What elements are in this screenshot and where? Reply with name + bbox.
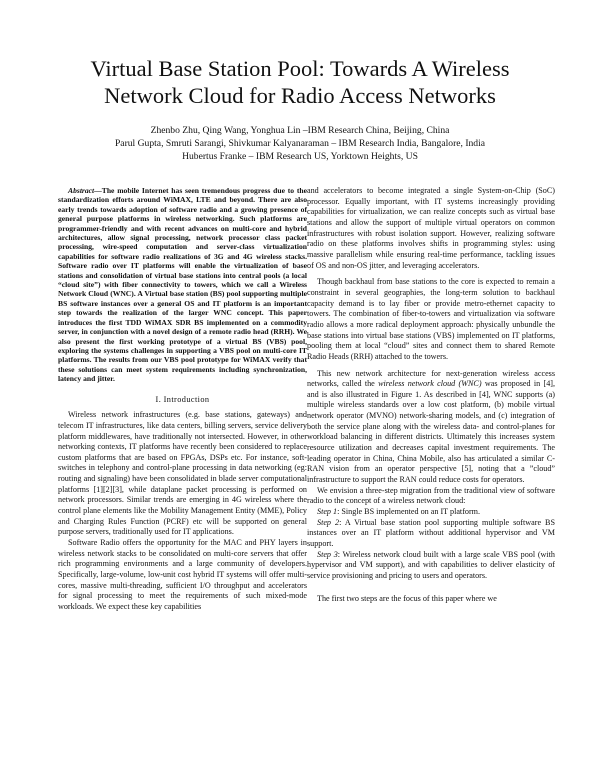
author-line-2: Parul Gupta, Smruti Sarangi, Shivkumar Kalyanaraman – IBM Research India, Bangalore, India [114,138,486,149]
intro-paragraph-1: Wireless network infrastructures (e.g. base stations, gateways) and telecom IT infrastructures, like data centers, billing servers, service delivery platform middlewares, have traditionally not intersected. However, in other networking contexts, IT platforms have recently been considered to replace custom platforms that are based on FPGAs, DSPs etc. For instance, soft-switches in telephony and control-plane processing in data networking (eg: routing and signaling) have been consolidated in blade server computational platforms [1][2][3], while dataplane packet processing is performed on network processors. Similar trends are emerging in 4G wireless where the control plane elements like the Mobility Management Entity (MME), Policy and Charging Rules Function (PCRF) etc will be supported on general purpose servers, traditionally used for IT applications. [58,410,307,537]
step-1-label: Step 1 [317,507,338,517]
p3-pre: This new network architecture for next-generation wireless access networks, called the [307,368,555,389]
step-1 [307,507,555,518]
intro-paragraph-2: Software Radio offers the opportunity for the MAC and PHY layers in wireless network stacks to be consolidated on multi-core servers that offer rich programming environments and a large community of developers. Specifically, large-volume, low-unit cost hybrid IT systems will offer multi-cores, massive multi-threading, sufficient I/O throughput and accelerators for signal processing to meet the requirements of such mixed-mode workloads. We expect these key capabilities [58,538,307,611]
wnc-term: wireless network cloud (WNC) [378,379,482,389]
step-2-label: Step 2 [317,517,340,527]
abstract-text: —The mobile Internet has seen tremendous progress due to the standardization efforts around WiMAX, LTE and beyond. There are also early trends towards adoption of software radio and a growing presence of general purpose platforms in wireless networking. Such platforms are programmer-friendly and with recent advances on multi-core and hybrid architectures, allow signal processing, network processor class packet processing, wire-speed computation and server-class virtualization capabilities for software radio realizations of 3G and 4G wireless stacks. Software radio over IT platforms will enable the virtualization of base stations and consolidation of virtual base stations into central pools (a local “cloud site”) with fiber connectivity to towers, which we call a Wireless Network Cloud (WNC). A Virtual base station (BS) pool supporting multiple BS software instances over a general OS and IT platform is an important step towards the realization of the larger WNC concept. This paper introduces the first TDD WiMAX SDR BS implemented on a commodity server, in conjunction with a novel design of a remote radio head (RRH). We also present the first working prototype of a virtual BS (VBS) pool, exploring the systems challenges in supporting a VBS pool on multi-core IT platforms. The results from our VBS pool prototype for WiMAX verify that these solutions can meet system requirements including synchronization, latency and jitter. [58,186,307,384]
step-3 [307,550,555,582]
right-paragraph-2: Though backhaul from base stations to the core is expected to remain a constraint in several geographies, the long-term solution to backhaul capacity demand is to lay fiber or provide metro-ethernet capacity to towers. The combination of fiber-to-towers and virtualization via software radio allows a more radical deployment approach: physically unbundle the base stations into virtual base stations (VBS) implemented on IT platforms, pooling them at local “cloud” sites and connect them to shared Remote Radio Heads (RRH) attached to the towers. [307,277,555,361]
right-column [307,186,555,604]
step-3-text: : Wireless network cloud built with a large scale VBS pool (with hypervisor and VM support), and with capabilities to deliver elasticity of service provisioning and pricing to users and operators. [307,549,555,580]
abstract [58,186,307,384]
right-paragraph-4: We envision a three-step migration from the traditional view of software radio to the concept of a wireless network cloud: [307,485,555,506]
author-line-3: Hubertus Franke – IBM Research US, Yorktown Heights, US [182,151,418,162]
author-line-1: Zhenbo Zhu, Qing Wang, Yonghua Lin –IBM Research China, Beijing, China [150,125,450,136]
step-2-text: : A Virtual base station pool supporting multiple software BS instances over an IT platform without additional hypervisor and VM support. [307,517,555,548]
paper-title [40,55,560,109]
left-column [58,186,307,613]
right-paragraph-5: The first two steps are the focus of this paper where we [317,593,497,603]
title-line-2: Network Cloud for Radio Access Networks [104,83,496,108]
right-paragraph-1: and accelerators to become integrated a single System-on-Chip (SoC) processor. Equally important, with IT systems increasingly providing capabilities for virtualization, we can realize concepts such as virtual base stations and allow the support of multiple virtual operators on common infrastructures with robust isolation support. However, realizing software radio on these platforms involves shifts in programming styles: using massive parallelism while ensuring real-time performance, tackling issues of OS and non-OS jitter, and leveraging accelerators. [307,186,555,270]
section-heading-introduction: I. Introduction [155,394,210,404]
abstract-lead: Abstract [68,186,95,195]
title-line-1: Virtual Base Station Pool: Towards A Wireless [90,56,510,81]
right-paragraph-3 [307,369,555,486]
p3-post: was proposed in [4], and is also illustrated in Figure 1. As described in [4], WNC supports (a) multiple wireless standards over a low cost platform, (b) mobile virtual network operator (MVNO) network-sharing models, and (c) integration of both the service plane along with the wireless data- and control-planes for workload balancing in different districts. Ultimately this increases system resource utilization and decreases capital investment requirements. The leading operator in China, China Mobile, also has articulated a similar C-RAN vision from an operator perspective [5], noting that a ”cloud” infrastructure to support the RAN could reduce costs for operators. [307,379,556,485]
step-2 [307,518,555,550]
step-3-label: Step 3 [317,549,338,559]
author-block [40,124,560,163]
step-1-text: : Single BS implemented on an IT platform. [337,507,481,517]
